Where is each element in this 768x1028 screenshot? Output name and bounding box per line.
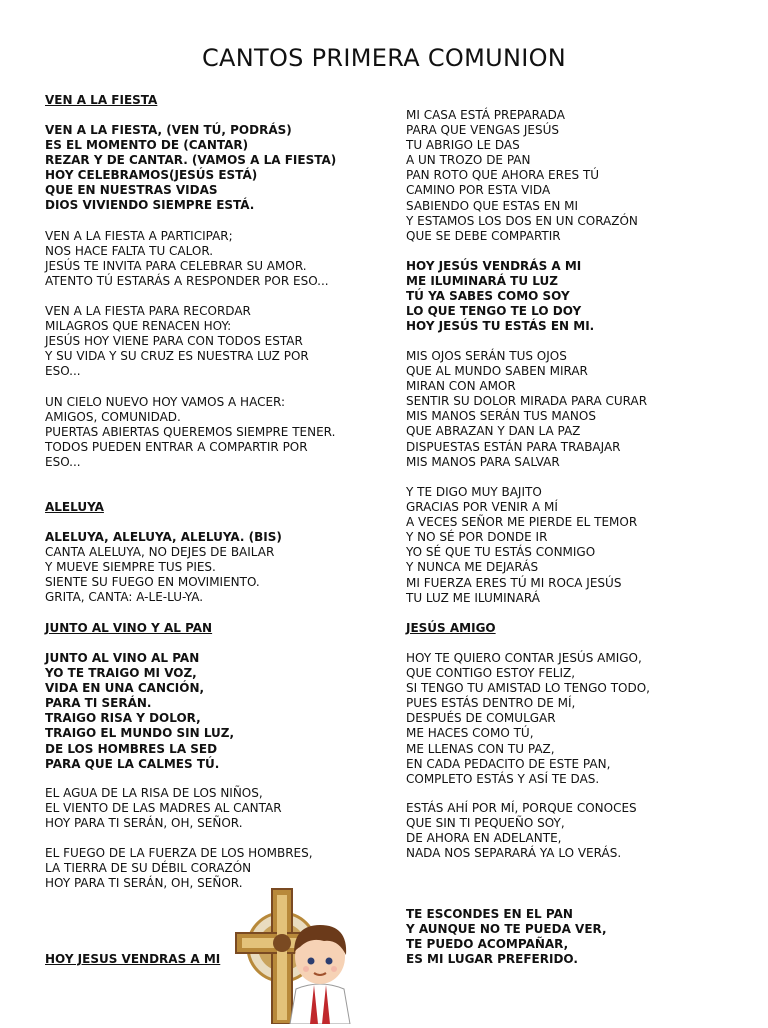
lyric-line: Y MUEVE SIEMPRE TUS PIES.	[45, 560, 216, 575]
lyric-line: AMIGOS, COMUNIDAD.	[45, 410, 181, 425]
song-heading-junto-al-vino: JUNTO AL VINO Y AL PAN	[45, 621, 213, 635]
stanza-vino-verse-1	[45, 786, 282, 831]
lyric-line: ESTÁS AHÍ POR MÍ, PORQUE CONOCES	[406, 801, 637, 815]
lyric-line: VIDA EN UNA CANCIÓN,	[45, 681, 205, 696]
lyric-line: ESO...	[45, 455, 81, 470]
lyric-line: HOY PARA TI SERÁN, OH, SEÑOR.	[45, 816, 243, 831]
lyric-line: PARA QUE VENGAS JESÚS	[406, 123, 560, 138]
lyric-line: CAMINO POR ESTA VIDA	[406, 183, 551, 198]
lyric-line: Y NO SÉ POR DONDE IR	[406, 530, 548, 545]
lyric-line: TU ABRIGO LE DAS	[406, 138, 520, 153]
stanza-bajito	[406, 485, 637, 606]
stanza-ven-verse-1	[45, 229, 329, 289]
lyric-line: TODOS PUEDEN ENTRAR A COMPARTIR POR	[45, 440, 308, 455]
lyric-line: MIS MANOS PARA SALVAR	[406, 454, 560, 469]
lyric-line: MIS OJOS SERÁN TUS OJOS	[406, 349, 567, 363]
lyric-line: HOY JESÚS TU ESTÁS EN MI.	[406, 319, 595, 334]
lyric-line: YO TE TRAIGO MI VOZ,	[45, 666, 197, 681]
lyric-line: Y TE DIGO MUY BAJITO	[406, 485, 542, 499]
lyric-line: JESÚS TE INVITA PARA CELEBRAR SU AMOR.	[45, 259, 307, 274]
song-heading-jesus-amigo: JESÚS AMIGO	[406, 621, 496, 635]
lyric-line: COMPLETO ESTÁS Y ASÍ TE DAS.	[406, 771, 600, 786]
lyric-line: SIENTE SU FUEGO EN MOVIMIENTO.	[45, 575, 260, 590]
lyric-line: PUERTAS ABIERTAS QUEREMOS SIEMPRE TENER.	[45, 425, 336, 440]
lyric-line: Y ESTAMOS LOS DOS EN UN CORAZÓN	[406, 213, 638, 228]
stanza-amigo-verse-1	[406, 651, 650, 787]
stanza-ven-chorus	[45, 123, 336, 214]
lyric-line: Y NUNCA ME DEJARÁS	[406, 560, 539, 575]
stanza-casa	[406, 108, 638, 244]
stanza-ojos	[406, 349, 647, 470]
lyric-line: PUES ESTÁS DENTRO DE MÍ,	[406, 696, 576, 711]
lyric-line: PARA TI SERÁN.	[45, 696, 152, 711]
lyric-line: SABIENDO QUE ESTAS EN MI	[406, 198, 579, 213]
lyric-line: MI FUERZA ERES TÚ MI ROCA JESÚS	[406, 575, 622, 590]
stanza-ven-verse-3	[45, 395, 335, 470]
lyric-line: JUNTO AL VINO AL PAN	[45, 651, 200, 665]
lyric-line: PARA QUE LA CALMES TÚ.	[45, 756, 220, 771]
stanza-amigo-verse-2	[406, 801, 637, 861]
lyric-line: SI TENGO TU AMISTAD LO TENGO TODO,	[406, 681, 650, 696]
lyric-line: VEN A LA FIESTA, (VEN TÚ, PODRÁS)	[45, 123, 292, 137]
stanza-aleluya	[45, 545, 274, 605]
lyric-line: TU LUZ ME ILUMINARÁ	[406, 590, 540, 605]
lyric-line: HOY JESÚS VENDRÁS A MI	[406, 259, 582, 273]
lyric-line: ESO...	[45, 364, 81, 379]
lyric-line: ME LLENAS CON TU PAZ,	[406, 741, 555, 756]
lyric-line: CANTA ALELUYA, NO DEJES DE BAILAR	[45, 545, 275, 559]
lyric-line: MI CASA ESTÁ PREPARADA	[406, 108, 565, 122]
lyric-line: ME ILUMINARÁ TU LUZ	[406, 274, 558, 289]
lyric-line: DE AHORA EN ADELANTE,	[406, 831, 562, 846]
lyric-line: QUE CONTIGO ESTOY FELIZ,	[406, 666, 576, 681]
lyric-line: HOY TE QUIERO CONTAR JESÚS AMIGO,	[406, 651, 642, 665]
lyric-line: TE PUEDO ACOMPAÑAR,	[406, 937, 569, 952]
lyric-line: UN CIELO NUEVO HOY VAMOS A HACER:	[45, 395, 286, 409]
aleluya-refrain: ALELUYA, ALELUYA, ALELUYA. (BIS)	[45, 530, 282, 544]
lyric-line: NADA NOS SEPARARÁ YA LO VERÁS.	[406, 846, 622, 861]
stanza-vino-chorus	[45, 651, 234, 772]
lyric-line: DISPUESTAS ESTÁN PARA TRABAJAR	[406, 439, 621, 454]
lyric-line: Y SU VIDA Y SU CRUZ ES NUESTRA LUZ POR	[45, 349, 309, 364]
lyric-line: GRITA, CANTA: A-LE-LU-YA.	[45, 590, 204, 605]
lyric-line: HOY CELEBRAMOS(JESÚS ESTÁ)	[45, 168, 258, 183]
lyric-line: ES MI LUGAR PREFERIDO.	[406, 952, 578, 967]
lyric-line: PAN ROTO QUE AHORA ERES TÚ	[406, 168, 600, 183]
lyric-line: EL VIENTO DE LAS MADRES AL CANTAR	[45, 801, 282, 816]
lyric-line: TRAIGO RISA Y DOLOR,	[45, 711, 201, 726]
lyric-line: MIS MANOS SERÁN TUS MANOS	[406, 409, 596, 424]
lyric-line: MILAGROS QUE RENACEN HOY:	[45, 319, 232, 334]
lyric-line: MIRAN CON AMOR	[406, 379, 516, 394]
lyric-line: DIOS VIVIENDO SIEMPRE ESTÁ.	[45, 198, 255, 213]
lyric-line: QUE ABRAZAN Y DAN LA PAZ	[406, 424, 581, 439]
lyric-line: LA TIERRA DE SU DÉBIL CORAZÓN	[45, 861, 252, 876]
lyric-line: YO SÉ QUE TU ESTÁS CONMIGO	[406, 545, 596, 560]
song-heading-ven-a-la-fiesta: VEN A LA FIESTA	[45, 93, 158, 107]
lyric-line: REZAR Y DE CANTAR. (VAMOS A LA FIESTA)	[45, 153, 337, 168]
lyric-line: TE ESCONDES EN EL PAN	[406, 907, 573, 921]
lyric-line: JESÚS HOY VIENE PARA CON TODOS ESTAR	[45, 334, 303, 349]
lyric-line: SENTIR SU DOLOR MIRADA PARA CURAR	[406, 394, 648, 409]
lyric-line: QUE SE DEBE COMPARTIR	[406, 228, 561, 243]
lyric-line: QUE AL MUNDO SABEN MIRAR	[406, 364, 588, 379]
lyric-line: ATENTO TÚ ESTARÁS A RESPONDER POR ESO...	[45, 274, 329, 289]
lyric-line: EN CADA PEDACITO DE ESTE PAN,	[406, 756, 611, 771]
stanza-hoy-chorus	[406, 259, 594, 334]
stanza-ven-verse-2	[45, 304, 309, 379]
song-heading-aleluya: ALELUYA	[45, 500, 104, 514]
lyric-line: QUE SIN TI PEQUEÑO SOY,	[406, 816, 565, 831]
lyric-line: HOY PARA TI SERÁN, OH, SEÑOR.	[45, 876, 243, 891]
lyric-line: EL FUEGO DE LA FUERZA DE LOS HOMBRES,	[45, 846, 313, 860]
lyric-line: VEN A LA FIESTA PARA RECORDAR	[45, 304, 251, 318]
lyric-line: DE LOS HOMBRES LA SED	[45, 741, 218, 756]
lyric-line: Y AUNQUE NO TE PUEDA VER,	[406, 922, 607, 937]
lyric-line: NOS HACE FALTA TU CALOR.	[45, 244, 214, 259]
lyric-line: A UN TROZO DE PAN	[406, 153, 531, 168]
page-title: CANTOS PRIMERA COMUNION	[201, 44, 567, 72]
song-heading-hoy-jesus-vendras: HOY JESUS VENDRAS A MI	[45, 952, 221, 966]
lyric-line: DESPUÉS DE COMULGAR	[406, 711, 556, 726]
lyric-line: ES EL MOMENTO DE (CANTAR)	[45, 138, 249, 153]
lyric-line: TÚ YA SABES COMO SOY	[406, 289, 570, 304]
lyric-line: TRAIGO EL MUNDO SIN LUZ,	[45, 726, 235, 741]
stanza-escondes	[406, 907, 607, 967]
lyric-line: QUE EN NUESTRAS VIDAS	[45, 183, 218, 198]
lyric-line: VEN A LA FIESTA A PARTICIPAR;	[45, 229, 233, 243]
lyric-line: A VECES SEÑOR ME PIERDE EL TEMOR	[406, 515, 638, 530]
lyric-line: ME HACES COMO TÚ,	[406, 726, 534, 741]
lyric-line: EL AGUA DE LA RISA DE LOS NIÑOS,	[45, 786, 263, 800]
boy-with-cross-icon	[230, 885, 370, 1024]
boy-with-cross-illustration	[230, 885, 370, 1024]
lyric-line: LO QUE TENGO TE LO DOY	[406, 304, 582, 319]
lyric-line: GRACIAS POR VENIR A MÍ	[406, 500, 558, 515]
